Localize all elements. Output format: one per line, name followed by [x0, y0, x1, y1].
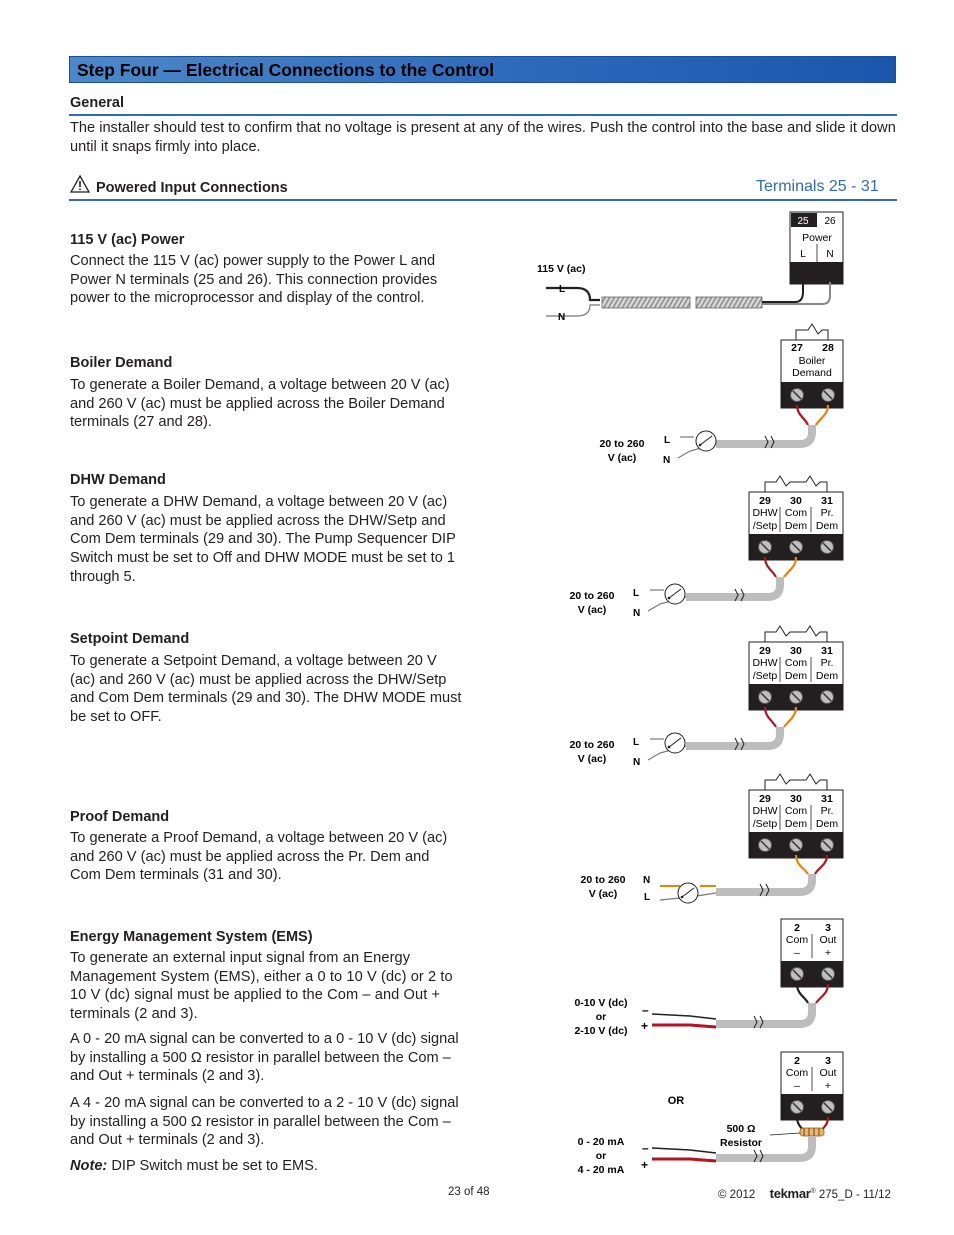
power-supply-label: 115 V (ac)	[537, 263, 586, 275]
ems-volt-wiring	[652, 984, 828, 1028]
setp-b2: Dem	[784, 670, 808, 682]
note-label: Note:	[70, 1158, 108, 1174]
boiler-heading: Boiler Demand	[70, 355, 173, 371]
setp-n: N	[633, 757, 641, 768]
proof-terminal-block	[749, 774, 843, 858]
dhw-t31: 31	[821, 495, 833, 507]
general-rule	[69, 114, 897, 116]
boiler-n: N	[663, 455, 671, 466]
ems-volt-plus: +	[824, 947, 832, 959]
power-supply-l: L	[559, 284, 566, 295]
ems-ma-terminal-block	[781, 1052, 843, 1120]
ems-ma-wire-minus: –	[642, 1141, 649, 1155]
footer-right	[718, 1186, 891, 1201]
proof-c2: Dem	[815, 818, 839, 830]
proof-l: L	[644, 892, 651, 903]
power-label: Power	[802, 232, 832, 244]
dhw-b1: Com	[784, 507, 808, 519]
warning-icon	[70, 175, 90, 198]
proof-t31: 31	[821, 793, 833, 805]
proof-a1: DHW	[752, 805, 778, 817]
copyright: © 2012	[718, 1189, 756, 1201]
setp-c1: Pr.	[820, 657, 834, 669]
powered-heading: Powered Input Connections	[96, 180, 288, 196]
proof-heading: Proof Demand	[70, 809, 170, 825]
ems-volt-range-2: or	[595, 1011, 607, 1023]
note	[70, 1157, 318, 1176]
setp-range-1: 20 to 260	[569, 739, 615, 751]
setp-range-2: V (ac)	[577, 753, 607, 765]
boiler-wiring	[678, 405, 828, 458]
note-text: DIP Switch must be set to EMS.	[107, 1158, 318, 1174]
proof-c1: Pr.	[820, 805, 834, 817]
ems-extra-2: A 4 - 20 mA signal can be converted to a 2 - 10 V (dc) signal by installing a 500 Ω resistor in parallel between the Com – and Out + terminals (2 and 3).	[70, 1095, 459, 1149]
page-title: Step Four — Electrical Connections to the Control	[77, 60, 495, 80]
brand-logo: tekmar	[769, 1186, 811, 1201]
power-t25: 25	[797, 216, 809, 227]
proof-t29: 29	[759, 793, 771, 805]
wiring-diagrams	[520, 200, 880, 1185]
section-banner	[69, 56, 896, 83]
proof-t30: 30	[790, 793, 802, 805]
ems-ma-plus: +	[824, 1080, 832, 1092]
general-heading: General	[70, 95, 124, 111]
boiler-l: L	[664, 435, 671, 446]
setpoint-wiring	[648, 707, 796, 760]
brand-mark: ®	[810, 1188, 816, 1196]
boiler-terminal-block	[781, 324, 843, 408]
setpoint-text: To generate a Setpoint Demand, a voltage between 20 V (ac) and 260 V (ac) must be applied across the DHW/Setp and Com Dem terminals (29 and 30). The DHW MODE must be set to OFF.	[70, 653, 462, 726]
setp-t30: 30	[790, 645, 802, 657]
ems-volt-wire-minus: –	[642, 1003, 649, 1017]
boiler-t28: 28	[822, 342, 834, 354]
proof-n: N	[643, 875, 651, 886]
proof-range-1: 20 to 260	[580, 874, 626, 886]
setpoint-heading: Setpoint Demand	[70, 631, 190, 647]
boiler-label-2: Demand	[792, 367, 832, 379]
dhw-wiring	[648, 557, 796, 611]
setpoint-terminal-block	[749, 626, 843, 710]
power-heading: 115 V (ac) Power	[70, 232, 185, 248]
ems-ma-out: Out	[819, 1067, 837, 1079]
dhw-b2: Dem	[784, 520, 808, 532]
resistor-label: Resistor	[719, 1137, 763, 1149]
dhw-t30: 30	[790, 495, 802, 507]
ems-volt-range-1: 0-10 V (dc)	[574, 997, 628, 1009]
dhw-l: L	[633, 588, 640, 599]
dhw-c2: Dem	[815, 520, 839, 532]
power-supply-n: N	[558, 312, 566, 323]
proof-a2: /Setp	[752, 818, 778, 830]
power-text: Connect the 115 V (ac) power supply to the Power L and Power N terminals (25 and 26). This connection provides power to the microprocessor and display of the control.	[70, 253, 438, 307]
setp-l: L	[633, 737, 640, 748]
ems-ma-range-3: 4 - 20 mA	[577, 1164, 625, 1176]
ems-ma-minus: –	[794, 1080, 800, 1092]
doc-code: 275_D - 11/12	[818, 1189, 891, 1201]
ems-text: To generate an external input signal from an Energy Management System (EMS), either a 0 to 10 V (dc) or 2 to 10 V (dc) signal must be applied to the Com – and Out + terminals (2 and 3).	[70, 950, 453, 1023]
dhw-c1: Pr.	[820, 507, 834, 519]
or-label: OR	[667, 1095, 685, 1107]
ems-ma-range-1: 0 - 20 mA	[577, 1136, 625, 1148]
power-l: L	[800, 249, 806, 260]
ems-ma-t3: 3	[825, 1055, 831, 1067]
ems-ma-com: Com	[785, 1067, 809, 1079]
dhw-terminal-block	[749, 476, 843, 560]
ems-ma-t2: 2	[794, 1055, 800, 1067]
setp-t31: 31	[821, 645, 833, 657]
ems-volt-out: Out	[819, 934, 837, 946]
ems-volt-com: Com	[785, 934, 809, 946]
boiler-t27: 27	[791, 342, 803, 354]
boiler-label-1: Boiler	[798, 355, 826, 367]
dhw-heading: DHW Demand	[70, 472, 166, 488]
setp-a2: /Setp	[752, 670, 778, 682]
dhw-range-1: 20 to 260	[569, 590, 615, 602]
power-wiring	[546, 282, 830, 316]
power-n: N	[826, 249, 834, 260]
power-t26: 26	[824, 216, 836, 227]
ems-volt-t2: 2	[794, 922, 800, 934]
dhw-t29: 29	[759, 495, 771, 507]
general-text: The installer should test to confirm that no voltage is present at any of the wires. Push the control into the base and slide it down until it snaps firmly into place.	[70, 120, 896, 155]
ems-extra-1: A 0 - 20 mA signal can be converted to a 0 - 10 V (dc) signal by installing a 500 Ω resistor in parallel between the Com – and Out + terminals (2 and 3).	[70, 1031, 459, 1085]
ems-volt-wire-plus: +	[641, 1019, 649, 1033]
ems-volt-t3: 3	[825, 922, 831, 934]
proof-range-2: V (ac)	[588, 888, 618, 900]
ems-ma-wire-plus: +	[641, 1158, 649, 1172]
proof-text: To generate a Proof Demand, a voltage between 20 V (ac) and 260 V (ac) must be applied across the Pr. Dem and Com Dem terminals (31 and 30).	[70, 830, 448, 884]
setp-a1: DHW	[752, 657, 778, 669]
page-number: 23 of 48	[448, 1186, 490, 1198]
boiler-range-1: 20 to 260	[599, 438, 645, 450]
proof-wiring	[660, 855, 827, 903]
proof-b1: Com	[784, 805, 808, 817]
ems-ma-range-2: or	[595, 1150, 607, 1162]
dhw-range-2: V (ac)	[577, 604, 607, 616]
ems-volt-range-3: 2-10 V (dc)	[574, 1025, 628, 1037]
dhw-n: N	[633, 608, 641, 619]
dhw-a2: /Setp	[752, 520, 778, 532]
ems-volt-minus: –	[794, 947, 800, 959]
boiler-text: To generate a Boiler Demand, a voltage between 20 V (ac) and 260 V (ac) must be applied across the Boiler Demand terminals (27 and 28).	[70, 377, 450, 431]
ems-heading: Energy Management System (EMS)	[70, 929, 313, 945]
setp-c2: Dem	[815, 670, 839, 682]
dhw-a1: DHW	[752, 507, 778, 519]
dhw-text: To generate a DHW Demand, a voltage between 20 V (ac) and 260 V (ac) must be applied across the DHW/Setp and Com Dem terminals (29 and 30). The Pump Sequencer DIP Switch must be set to Off and DHW MODE must be set to 1 through 5.	[70, 494, 456, 585]
boiler-range-2: V (ac)	[607, 452, 637, 464]
setp-b1: Com	[784, 657, 808, 669]
resistor-value: 500 Ω	[726, 1123, 756, 1135]
ems-volt-terminal-block	[781, 919, 843, 987]
power-terminal-block	[790, 212, 843, 284]
terminals-label: Terminals 25 - 31	[756, 178, 879, 195]
proof-b2: Dem	[784, 818, 808, 830]
setp-t29: 29	[759, 645, 771, 657]
